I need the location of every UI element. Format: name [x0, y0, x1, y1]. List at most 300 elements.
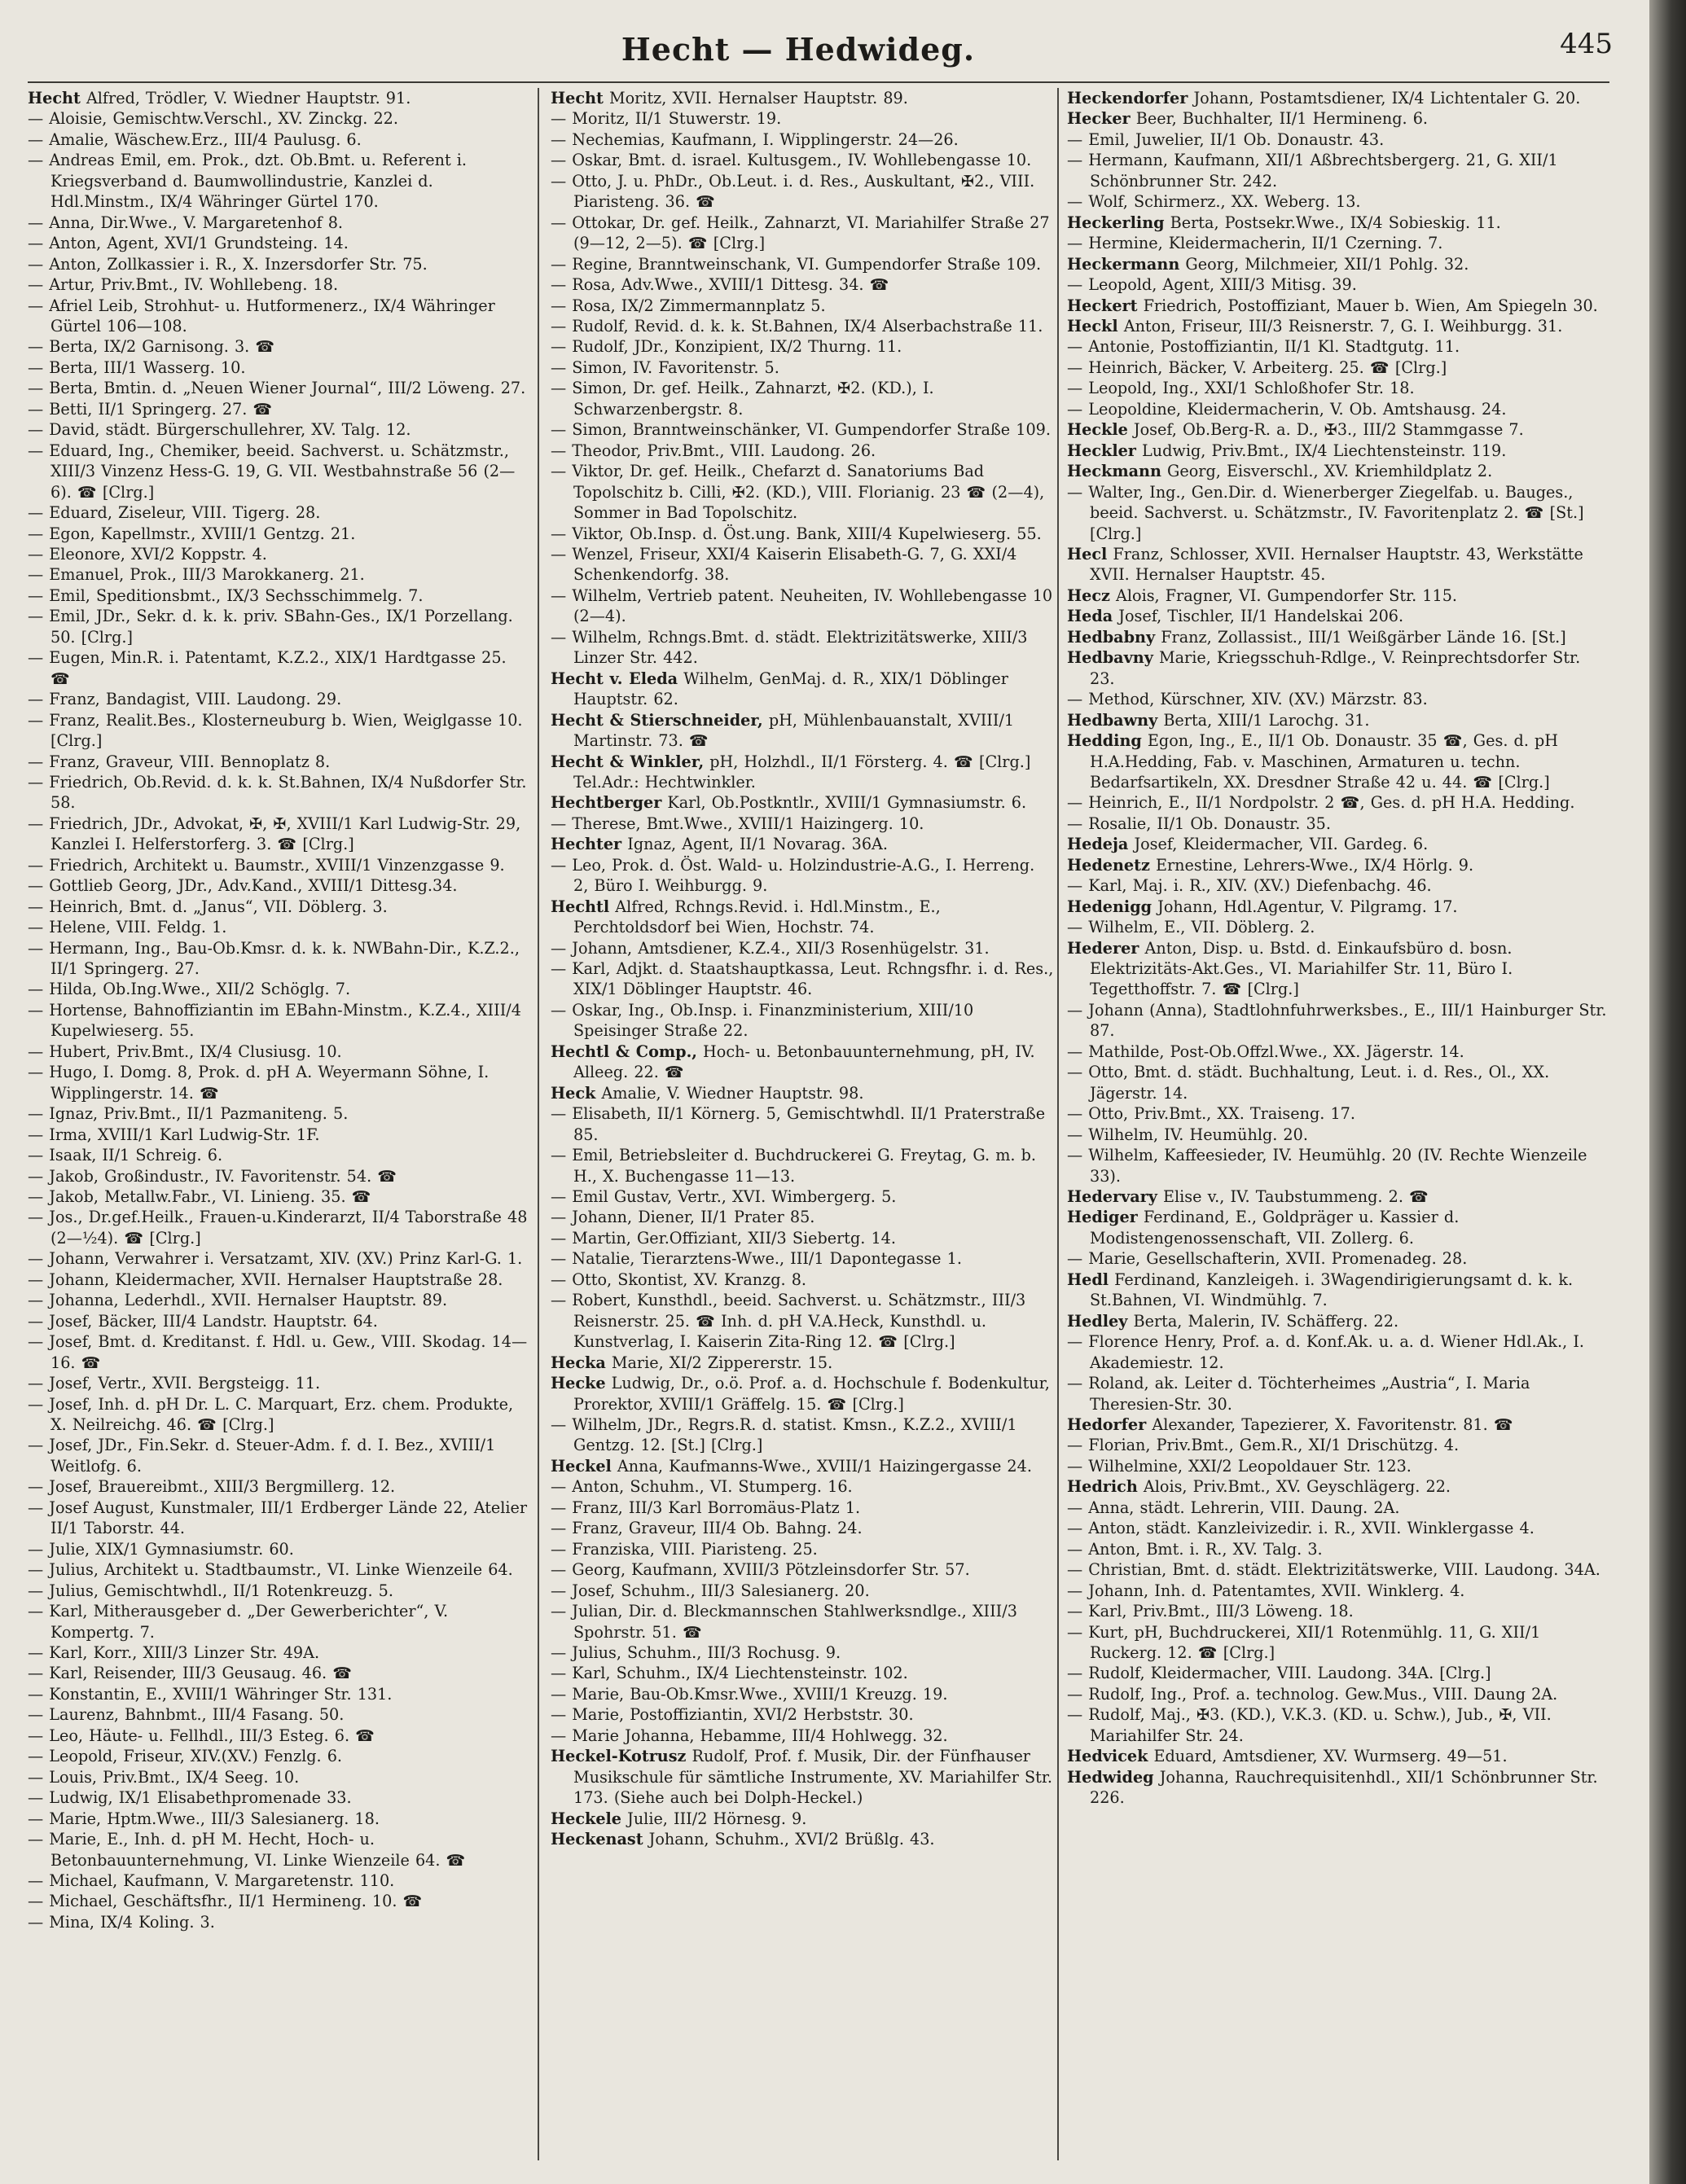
directory-entry — [1067, 689, 1609, 709]
entry-text: Beer, Buchhalter, II/1 Hermineng. 6. — [1130, 109, 1429, 129]
directory-entry — [551, 669, 1054, 710]
entry-surname: Hedley — [1067, 1311, 1128, 1331]
directory-entry — [551, 1207, 1054, 1227]
directory-entry — [1067, 938, 1609, 1000]
entry-text: — Kurt, pH, Buchdruckerei, XII/1 Rotenmühlg. 11, G. XII/1 Ruckerg. 12. ☎ [Clrg.] — [1067, 1622, 1541, 1662]
directory-entry — [1067, 129, 1609, 150]
directory-entry — [551, 1476, 1054, 1497]
entry-text: — Hermann, Kaufmann, XII/1 Aßbrechtsbergerg. 21, G. XII/1 Schönbrunner Str. 242. — [1067, 151, 1558, 191]
entry-text: — Egon, Kapellmstr., XVIII/1 Gentzg. 21. — [28, 524, 356, 543]
entry-text: — Roland, ak. Leiter d. Töchterheimes „Austria“, I. Maria Theresien-Str. 30. — [1067, 1374, 1530, 1414]
directory-entry — [28, 752, 530, 772]
entry-text: — Ignaz, Priv.Bmt., II/1 Pazmaniteng. 5. — [28, 1104, 349, 1124]
directory-entry — [28, 150, 530, 212]
directory-entry — [1067, 855, 1609, 875]
entry-text: Alfred, Trödler, V. Wiedner Hauptstr. 91. — [80, 89, 411, 107]
directory-entry — [28, 419, 530, 440]
directory-entry — [28, 1498, 530, 1539]
entry-text: — Andreas Emil, em. Prok., dzt. Ob.Bmt. u. Referent i. Kriegsverband d. Baumwollindustrie, Kanzlei d. Hdl.Minstm., IX/4 Währinger Gürtel 170. — [28, 151, 468, 212]
entry-surname: Hecht & Winkler, — [551, 752, 705, 771]
entry-text: — Wilhelm, Rchngs.Bmt. d. städt. Elektrizitätswerke, XIII/3 Linzer Str. 442. — [551, 627, 1028, 668]
entry-surname: Heckle — [1067, 420, 1128, 440]
directory-entry — [28, 1331, 530, 1373]
directory-entry — [551, 357, 1054, 378]
entry-text: — Konstantin, E., XVIII/1 Währinger Str. 131. — [28, 1684, 393, 1704]
entry-text: — Rosa, IX/2 Zimmermannplatz 5. — [551, 296, 826, 315]
entry-text: — Ludwig, IX/1 Elisabethpromenade 33. — [28, 1788, 352, 1808]
entry-text: — Karl, Reisender, III/3 Geusaug. 46. ☎ — [28, 1664, 353, 1683]
entry-text: Berta, Malerin, IV. Schäfferg. 22. — [1127, 1311, 1399, 1331]
directory-entry — [1067, 399, 1609, 419]
entry-text: Franz, Zollassist., III/1 Weißgärber Lände 16. [St.] — [1155, 627, 1566, 647]
directory-entry — [551, 441, 1054, 461]
entry-text: — Leopoldine, Kleidermacherin, V. Ob. Amtshausg. 24. — [1067, 399, 1507, 419]
directory-entry — [551, 1518, 1054, 1538]
entry-text: — Otto, J. u. PhDr., Ob.Leut. i. d. Res., Auskultant, ✠2., VIII. Piaristeng. 36. ☎ — [551, 171, 1035, 212]
directory-entry — [28, 875, 530, 896]
directory-entry — [551, 585, 1054, 627]
entry-text: — David, städt. Bürgerschullehrer, XV. Talg. 12. — [28, 420, 411, 440]
entry-text: — Isaak, II/1 Schreig. 6. — [28, 1146, 223, 1165]
entry-text: — Leo, Prok. d. Öst. Wald- u. Holzindustrie-A.G., I. Herreng. 2, Büro I. Weihburgg. 9. — [551, 855, 1035, 896]
directory-entry — [551, 1103, 1054, 1145]
entry-text: — Leopold, Friseur, XIV.(XV.) Fenzlg. 6. — [28, 1747, 343, 1766]
entry-surname: Hedbavny — [1067, 648, 1153, 668]
directory-entry — [551, 1663, 1054, 1683]
entry-text: Johann, Schuhm., XVI/2 Brüßlg. 43. — [643, 1830, 935, 1849]
entry-text: — Christian, Bmt. d. städt. Elektrizitätswerke, VIII. Laudong. 34A. — [1067, 1560, 1600, 1580]
directory-entry — [551, 1042, 1054, 1083]
directory-entry — [551, 1809, 1054, 1829]
entry-text: Alois, Fragner, VI. Gumpendorfer Str. 115. — [1109, 585, 1458, 605]
directory-entry — [551, 1829, 1054, 1849]
page-header — [0, 28, 1637, 80]
entry-text: — Method, Kürschner, XIV. (XV.) Märzstr. 83. — [1067, 690, 1428, 709]
directory-entry — [1067, 296, 1609, 316]
entry-text: — Viktor, Dr. gef. Heilk., Chefarzt d. Sanatoriums Bad Topolschitz b. Cilli, ✠2. (KD.), VIII. Florianig. 23 ☎ (2—4), Sommer in Bad Topolschitz. — [551, 462, 1045, 523]
entry-text: — Josef, Brauereibmt., XIII/3 Bergmillerg. 12. — [28, 1477, 396, 1497]
directory-entry — [28, 855, 530, 875]
entry-surname: Heckele — [551, 1809, 622, 1828]
directory-entry — [1067, 1145, 1609, 1186]
directory-entry — [1067, 647, 1609, 689]
directory-entry — [1067, 378, 1609, 398]
directory-entry — [551, 834, 1054, 854]
entry-text: — Anna, Dir.Wwe., V. Margaretenhof 8. — [28, 213, 344, 232]
entry-text: — Anton, Agent, XVI/1 Grundsteing. 14. — [28, 234, 349, 253]
entry-text: — Hilda, Ob.Ing.Wwe., XII/2 Schöglg. 7. — [28, 980, 351, 999]
directory-entry — [28, 814, 530, 855]
column-2 — [551, 88, 1054, 2164]
directory-entry — [551, 88, 1054, 108]
entry-text: — Artur, Priv.Bmt., IV. Wohllebeng. 18. — [28, 275, 339, 295]
entry-text: — Julian, Dir. d. Bleckmannschen Stahlwerksndlge., XIII/3 Spohrstr. 51. ☎ — [551, 1602, 1017, 1642]
directory-entry — [1067, 1125, 1609, 1145]
directory-entry — [28, 1042, 530, 1062]
directory-entry — [28, 1166, 530, 1186]
entry-text: — Regine, Branntweinschank, VI. Gumpendorfer Straße 109. — [551, 254, 1042, 274]
directory-entry — [28, 1270, 530, 1290]
directory-entry — [1067, 108, 1609, 129]
entry-text: — Wilhelm, Vertrieb patent. Neuheiten, IV. Wohllebengasse 10 (2—4). — [551, 585, 1053, 626]
directory-entry — [28, 274, 530, 295]
entry-text: — Johann, Amtsdiener, K.Z.4., XII/3 Rosenhügelstr. 31. — [551, 938, 990, 958]
entry-surname: Hecht — [551, 89, 604, 107]
directory-entry — [28, 897, 530, 917]
entry-text: — Julie, XIX/1 Gymnasiumstr. 60. — [28, 1539, 294, 1559]
entry-surname: Hedbabny — [1067, 627, 1156, 647]
directory-entry — [551, 752, 1054, 793]
entry-surname: Hecht & Stierschneider, — [551, 710, 763, 730]
entry-surname: Hecht v. Eleda — [551, 669, 678, 688]
entry-text: Johanna, Rauchrequisitenhdl., XII/1 Schönbrunner Str. 226. — [1090, 1767, 1598, 1808]
entry-text: Josef, Ob.Berg-R. a. D., ✠3., III/2 Stammgasse 7. — [1127, 420, 1524, 440]
entry-text: — Jos., Dr.gef.Heilk., Frauen-u.Kinderarzt, II/4 Taborstraße 48 (2—½4). ☎ [Clrg.] — [28, 1208, 528, 1248]
directory-entry — [28, 1435, 530, 1476]
entry-surname: Heckert — [1067, 296, 1138, 315]
entry-surname: Hedwideg — [1067, 1767, 1154, 1787]
directory-entry — [551, 1456, 1054, 1476]
directory-entry — [28, 917, 530, 937]
entry-text: — Aloisie, Gemischtw.Verschl., XV. Zinckg. 22. — [28, 109, 398, 129]
directory-entry — [28, 1062, 530, 1103]
entry-text: — Wilhelm, Kaffeesieder, IV. Heumühlg. 20 (IV. Rechte Wienzeile 33). — [1067, 1146, 1587, 1186]
entry-text: — Franz, Bandagist, VIII. Laudong. 29. — [28, 690, 342, 709]
entry-text: Friedrich, Postoffiziant, Mauer b. Wien, Am Spiegeln 30. — [1137, 296, 1598, 315]
entry-text: — Gottlieb Georg, JDr., Adv.Kand., XVIII/1 Dittesg.34. — [28, 876, 458, 896]
directory-entry — [1067, 1331, 1609, 1373]
directory-entry — [551, 1559, 1054, 1580]
entry-text: — Marie, Gesellschafterin, XVII. Promenadeg. 28. — [1067, 1249, 1468, 1269]
directory-entry — [28, 502, 530, 523]
entry-surname: Heck — [551, 1083, 596, 1103]
entry-text: Eduard, Amtsdiener, XV. Wurmserg. 49—51. — [1148, 1747, 1508, 1766]
directory-entry — [1067, 730, 1609, 792]
directory-entry — [28, 979, 530, 999]
entry-text: Wilhelm, GenMaj. d. R., XIX/1 Döblinger Hauptstr. 62. — [573, 669, 1008, 709]
entry-text: Ludwig, Dr., o.ö. Prof. a. d. Hochschule f. Bodenkultur, Prorektor, XVIII/1 Gräffelg. 15. ☎ [Clrg.] — [573, 1374, 1050, 1414]
entry-text: — Leopold, Agent, XIII/3 Mitisg. 39. — [1067, 275, 1357, 295]
directory-entry — [551, 336, 1054, 357]
entry-text: Alois, Priv.Bmt., XV. Geyschlägerg. 22. — [1137, 1477, 1451, 1497]
directory-entry — [1067, 917, 1609, 937]
entry-text: — Josef August, Kunstmaler, III/1 Erdberger Lände 22, Atelier II/1 Taborstr. 44. — [28, 1498, 528, 1538]
entry-text: — Hermann, Ing., Bau-Ob.Kmsr. d. k. k. NWBahn-Dir., K.Z.2., II/1 Springerg. 27. — [28, 938, 520, 979]
directory-entry — [551, 254, 1054, 274]
directory-entry — [28, 1539, 530, 1559]
entry-text: — Oskar, Bmt. d. israel. Kultusgem., IV. Wohllebengasse 10. — [551, 151, 1032, 170]
entry-text: — Karl, Mitherausgeber d. „Der Gewerberichter“, V. Kompertg. 7. — [28, 1602, 449, 1642]
entry-text: Julie, III/2 Hörnesg. 9. — [621, 1809, 807, 1828]
directory-entry — [1067, 1270, 1609, 1311]
directory-entry — [551, 1083, 1054, 1103]
directory-entry — [551, 938, 1054, 958]
entry-text: — Friedrich, Architekt u. Baumstr., XVIII/1 Vinzenzgasse 9. — [28, 855, 505, 875]
entry-text: — Emanuel, Prok., III/3 Marokkanerg. 21. — [28, 565, 365, 585]
entry-text: — Josef, JDr., Fin.Sekr. d. Steuer-Adm. f. d. I. Bez., XVIII/1 Weitlofg. 6. — [28, 1436, 496, 1476]
directory-entry — [28, 938, 530, 980]
directory-entry — [28, 441, 530, 502]
entry-surname: Hechter — [551, 835, 622, 854]
entry-text: Alexander, Tapezierer, X. Favoritenstr. 81. ☎ — [1146, 1415, 1513, 1434]
entry-surname: Hederer — [1067, 938, 1139, 958]
directory-entry — [1067, 606, 1609, 626]
entry-text: — Franziska, VIII. Piaristeng. 25. — [551, 1539, 818, 1559]
directory-entry — [1067, 875, 1609, 896]
directory-entry — [28, 1601, 530, 1642]
entry-text: — Florence Henry, Prof. a. d. Konf.Ak. u. a. d. Wiener Hdl.Ak., I. Akademiestr. 12. — [1067, 1332, 1585, 1372]
entry-text: Rudolf, Prof. f. Musik, Dir. der Fünfhauser Musikschule für sämtliche Instrumente, XV. Mariahilfer Str. 173. (Siehe auch bei Dolph-Heckel.) — [573, 1747, 1053, 1808]
entry-text: Egon, Ing., E., II/1 Ob. Donaustr. 35 ☎, Ges. d. pH H.A.Hedding, Fab. v. Maschinen, Armaturen u. techn. Bedarfsartikeln, XX. Dresdner Straße 42 u. 44. ☎ [Clrg.] — [1090, 731, 1559, 792]
entry-text: — Anton, Schuhm., VI. Stumperg. 16. — [551, 1477, 853, 1497]
directory-entry — [28, 1290, 530, 1310]
directory-entry — [28, 689, 530, 709]
directory-entry — [1067, 1622, 1609, 1664]
entry-text: — Wenzel, Friseur, XXI/4 Kaiserin Elisabeth-G. 7, G. XXI/4 Schenkendorfg. 38. — [551, 544, 1017, 585]
directory-entry — [551, 524, 1054, 544]
entry-text: — Hermine, Kleidermacherin, II/1 Czerning. 7. — [1067, 234, 1443, 253]
directory-entry — [1067, 213, 1609, 233]
entry-text: — Irma, XVIII/1 Karl Ludwig-Str. 1F. — [28, 1125, 320, 1144]
entry-surname: Hecl — [1067, 544, 1108, 564]
directory-entry — [1067, 1539, 1609, 1559]
directory-entry — [1067, 1311, 1609, 1331]
directory-entry — [1067, 627, 1609, 647]
entry-text: — Karl, Korr., XIII/3 Linzer Str. 49A. — [28, 1642, 320, 1662]
entry-text: Karl, Ob.Postkntlr., XVIII/1 Gymnasiumstr. 6. — [661, 793, 1027, 813]
directory-entry — [28, 1642, 530, 1663]
directory-entry — [28, 1704, 530, 1725]
directory-entry — [28, 213, 530, 233]
entry-text: Amalie, V. Wiedner Hauptstr. 98. — [595, 1083, 864, 1103]
directory-entry — [551, 378, 1054, 419]
directory-entry — [1067, 1498, 1609, 1518]
entry-text: — Rudolf, Kleidermacher, VIII. Laudong. 34A. [Clrg.] — [1067, 1664, 1491, 1683]
directory-entry — [551, 461, 1054, 523]
entry-surname: Hedding — [1067, 731, 1142, 751]
entry-text: — Leo, Häute- u. Fellhdl., III/3 Esteg. 6. ☎ — [28, 1726, 375, 1745]
entry-text: — Wilhelm, E., VII. Döblerg. 2. — [1067, 918, 1315, 937]
entry-text: — Martin, Ger.Offiziant, XII/3 Siebertg. 14. — [551, 1228, 896, 1248]
entry-text: — Otto, Skontist, XV. Kranzg. 8. — [551, 1270, 807, 1289]
entry-text: — Robert, Kunsthdl., beeid. Sachverst. u. Schätzmstr., III/3 Reisnerstr. 25. ☎ Inh. d. pH V.A.Heck, Kunsthdl. u. Kunstverlag, I. Kaiserin Zita-Ring 12. ☎ [Clrg.] — [551, 1291, 1026, 1352]
entry-surname: Heckmann — [1067, 462, 1161, 481]
column-1 — [28, 88, 530, 2164]
entry-text: — Rosalie, II/1 Ob. Donaustr. 35. — [1067, 814, 1331, 833]
entry-surname: Heckel — [551, 1456, 612, 1476]
directory-entry — [28, 108, 530, 129]
entry-text: Johann, Postamtsdiener, IX/4 Lichtentaler G. 20. — [1188, 89, 1581, 107]
directory-entry — [1067, 792, 1609, 813]
entry-text: — Franz, Graveur, VIII. Bennoplatz 8. — [28, 752, 331, 771]
directory-entry — [28, 1746, 530, 1766]
entry-text: — Simon, IV. Favoritenstr. 5. — [551, 357, 779, 377]
entry-text: Alfred, Rchngs.Revid. i. Hdl.Minstm., E., Perchtoldsdorf bei Wien, Hochstr. 74. — [573, 897, 941, 937]
directory-entry — [551, 1353, 1054, 1373]
directory-entry — [551, 1684, 1054, 1704]
entry-text: Ferdinand, Kanzleigeh. i. 3Wagendirigierungsamt d. k. k. St.Bahnen, VI. Windmühlg. 7. — [1090, 1270, 1574, 1310]
directory-entry — [1067, 1186, 1609, 1207]
column-3 — [1067, 88, 1609, 2164]
directory-entry — [1067, 585, 1609, 606]
directory-entry — [1067, 191, 1609, 212]
entry-text: Anton, Friseur, III/3 Reisnerstr. 7, G. I. Weihburgg. 31. — [1117, 316, 1563, 335]
entry-text: — Rosa, Adv.Wwe., XVIII/1 Dittesg. 34. ☎ — [551, 275, 889, 295]
entry-text: — Eduard, Ziseleur, VIII. Tigerg. 28. — [28, 503, 321, 523]
directory-entry — [551, 1539, 1054, 1559]
directory-entry — [28, 399, 530, 419]
directory-entry — [28, 1186, 530, 1207]
entry-text: — Franz, Realit.Bes., Klosterneuburg b. Wien, Weiglgasse 10. [Clrg.] — [28, 710, 523, 751]
entry-text: — Rudolf, Revid. d. k. k. St.Bahnen, IX/4 Alserbachstraße 11. — [551, 316, 1043, 335]
entry-text: — Emil, JDr., Sekr. d. k. k. priv. SBahn-Ges., IX/1 Porzellang. 50. [Clrg.] — [28, 607, 513, 647]
entry-text: Anna, Kaufmanns-Wwe., XVIII/1 Haizingergasse 24. — [611, 1456, 1032, 1476]
entry-text: — Emil Gustav, Vertr., XVI. Wimbergerg. 5. — [551, 1187, 897, 1207]
directory-entry — [1067, 1476, 1609, 1497]
entry-surname: Hechtl — [551, 897, 610, 916]
directory-entry — [551, 1581, 1054, 1601]
entry-text: — Betti, II/1 Springerg. 27. ☎ — [28, 399, 273, 419]
entry-surname: Hedorfer — [1067, 1415, 1147, 1434]
directory-entry — [28, 1809, 530, 1829]
entry-text: — Emil, Betriebsleiter d. Buchdruckerei G. Freytag, G. m. b. H., X. Buchengasse 11—13. — [551, 1146, 1036, 1186]
entry-text: — Johanna, Lederhdl., XVII. Hernalser Hauptstr. 89. — [28, 1291, 448, 1310]
entry-text: — Emil, Speditionsbmt., IX/3 Sechsschimmelg. 7. — [28, 585, 424, 605]
entry-text: — Heinrich, Bäcker, V. Arbeiterg. 25. ☎ [Clrg.] — [1067, 357, 1447, 377]
entry-text: Anton, Disp. u. Bstd. d. Einkaufsbüro d. bosn. Elektrizitäts-Akt.Ges., VI. Mariahilfer Str. 11, Büro I. Tegetthoffstr. 7. ☎ [Clrg.] — [1090, 938, 1513, 999]
entry-text: — Julius, Gemischtwhdl., II/1 Rotenkreuzg. 5. — [28, 1581, 393, 1600]
entry-text: — Anna, städt. Lehrerin, VIII. Daung. 2A. — [1067, 1498, 1400, 1517]
directory-entry — [28, 1394, 530, 1436]
entry-surname: Hedbawny — [1067, 710, 1158, 730]
entry-text: Johann, Hdl.Agentur, V. Pilgramg. 17. — [1152, 897, 1458, 916]
directory-entry — [28, 1248, 530, 1269]
entry-surname: Hechtl & Comp., — [551, 1042, 697, 1061]
directory-entry — [1067, 1518, 1609, 1538]
entry-text: — Marie Johanna, Hebamme, III/4 Hohlwegg. 32. — [551, 1726, 948, 1745]
directory-entry — [28, 524, 530, 544]
entry-text: — Viktor, Ob.Insp. d. Öst.ung. Bank, XIII/4 Kupelwieserg. 55. — [551, 524, 1042, 543]
entry-text: — Anton, Bmt. i. R., XV. Talg. 3. — [1067, 1539, 1323, 1559]
directory-entry — [551, 1601, 1054, 1642]
entry-text: — Helene, VIII. Feldg. 1. — [28, 918, 227, 937]
entry-text: — Heinrich, Bmt. d. „Janus“, VII. Döblerg. 3. — [28, 897, 388, 916]
directory-entry — [1067, 814, 1609, 834]
entry-text: Hoch- u. Betonbauunternehmung, pH, IV. Alleeg. 22. ☎ — [573, 1042, 1035, 1082]
directory-entry — [28, 336, 530, 357]
directory-entry — [551, 958, 1054, 1000]
entry-text: — Simon, Branntweinschänker, VI. Gumpendorfer Straße 109. — [551, 420, 1051, 440]
directory-entry — [1067, 482, 1609, 544]
entry-text: — Julius, Architekt u. Stadtbaumstr., VI. Linke Wienzeile 64. — [28, 1560, 513, 1580]
entry-text: — Rudolf, JDr., Konzipient, IX/2 Thurng. 11. — [551, 337, 902, 357]
column-divider — [1057, 88, 1059, 2160]
entry-text: Moritz, XVII. Hernalser Hauptstr. 89. — [603, 89, 908, 107]
entry-text: — Otto, Priv.Bmt., XX. Traiseng. 17. — [1067, 1104, 1355, 1124]
entry-text: — Therese, Bmt.Wwe., XVIII/1 Haizingerg. 10. — [551, 814, 924, 833]
entry-surname: Heckermann — [1067, 254, 1180, 274]
directory-entry — [28, 357, 530, 378]
directory-entry — [28, 1581, 530, 1601]
directory-entry — [1067, 1601, 1609, 1621]
entry-text: — Marie, E., Inh. d. pH M. Hecht, Hoch- u. Betonbauunternehmung, VI. Linke Wienzeile 64. ☎ — [28, 1830, 466, 1870]
directory-entry — [28, 1373, 530, 1393]
entry-text: — Oskar, Ing., Ob.Insp. i. Finanzministerium, XIII/10 Speisinger Straße 22. — [551, 1000, 974, 1041]
entry-text: — Simon, Dr. gef. Heilk., Zahnarzt, ✠2. (KD.), I. Schwarzenbergstr. 8. — [551, 379, 934, 419]
entry-surname: Hedvicek — [1067, 1747, 1148, 1766]
directory-entry — [1067, 441, 1609, 461]
directory-entry — [28, 1663, 530, 1683]
entry-text: — Marie, Bau-Ob.Kmsr.Wwe., XVIII/1 Kreuzg. 19. — [551, 1684, 948, 1704]
directory-entry — [28, 1207, 530, 1248]
entry-text: — Ottokar, Dr. gef. Heilk., Zahnarzt, VI. Mariahilfer Straße 27 (9—12, 2—5). ☎ [Clrg.] — [551, 213, 1050, 253]
book-edge — [1649, 0, 1686, 2184]
directory-entry — [551, 627, 1054, 669]
entry-text: Berta, XIII/1 Larochg. 31. — [1157, 710, 1370, 730]
entry-text: — Antonie, Postoffiziantin, II/1 Kl. Stadtgutg. 11. — [1067, 337, 1460, 357]
directory-entry — [1067, 1746, 1609, 1766]
directory-entry — [1067, 1207, 1609, 1248]
directory-entry — [28, 1103, 530, 1124]
entry-text: — Otto, Bmt. d. städt. Buchhaltung, Leut. i. d. Res., Ol., XX. Jägerstr. 14. — [1067, 1063, 1550, 1103]
entry-text: Franz, Schlosser, XVII. Hernalser Hauptstr. 43, Werkstätte XVII. Hernalser Hauptstr. 45. — [1090, 544, 1583, 585]
directory-entry — [28, 710, 530, 752]
directory-entry — [551, 1726, 1054, 1746]
entry-text: — Jakob, Großindustr., IV. Favoritenstr. 54. ☎ — [28, 1166, 397, 1186]
directory-entry — [1067, 1767, 1609, 1809]
directory-entry — [551, 171, 1054, 213]
directory-entry — [551, 274, 1054, 295]
directory-entry — [28, 1870, 530, 1891]
entry-text: — Josef, Bäcker, III/4 Landstr. Hauptstr. 64. — [28, 1311, 378, 1331]
entry-surname: Hedl — [1067, 1270, 1109, 1289]
directory-entry — [28, 1829, 530, 1870]
directory-entry — [28, 1145, 530, 1165]
directory-entry — [1067, 461, 1609, 481]
entry-text: — Friedrich, Ob.Revid. d. k. k. St.Bahnen, IX/4 Nußdorfer Str. 58. — [28, 772, 527, 813]
entry-surname: Heda — [1067, 607, 1113, 626]
directory-entry — [1067, 150, 1609, 191]
entry-text: — Moritz, II/1 Stuwerstr. 19. — [551, 109, 782, 129]
directory-entry — [1067, 1456, 1609, 1476]
entry-text: — Mina, IX/4 Koling. 3. — [28, 1912, 215, 1932]
directory-entry — [1067, 1663, 1609, 1683]
directory-entry — [1067, 88, 1609, 108]
directory-entry — [28, 564, 530, 585]
directory-entry — [1067, 357, 1609, 378]
directory-entry — [28, 1000, 530, 1042]
directory-entry — [28, 254, 530, 274]
entry-text: — Laurenz, Bahnbmt., III/4 Fasang. 50. — [28, 1705, 345, 1725]
directory-entry — [1067, 254, 1609, 274]
directory-entry — [551, 419, 1054, 440]
entry-text: — Marie, Hptm.Wwe., III/3 Salesianerg. 18. — [28, 1809, 380, 1828]
directory-entry — [1067, 1248, 1609, 1269]
column-divider — [538, 88, 539, 2160]
entry-text: Berta, Postsekr.Wwe., IX/4 Sobieskig. 11. — [1164, 213, 1501, 232]
entry-text: Josef, Kleidermacher, VII. Gardeg. 6. — [1128, 835, 1429, 854]
entry-text: — Karl, Schuhm., IX/4 Liechtensteinstr. 102. — [551, 1664, 908, 1683]
entry-text: — Johann, Diener, II/1 Prater 85. — [551, 1208, 815, 1227]
directory-entry — [28, 606, 530, 647]
entry-text: — Michael, Geschäftsfhr., II/1 Hermineng. 10. ☎ — [28, 1892, 423, 1911]
entry-text: — Jakob, Metallw.Fabr., VI. Linieng. 35. ☎ — [28, 1187, 371, 1207]
directory-entry — [28, 1912, 530, 1932]
entry-text: — Karl, Priv.Bmt., III/3 Löweng. 18. — [1067, 1602, 1354, 1621]
directory-entry — [1067, 1000, 1609, 1042]
directory-entry — [551, 855, 1054, 897]
directory-entry — [28, 647, 530, 689]
